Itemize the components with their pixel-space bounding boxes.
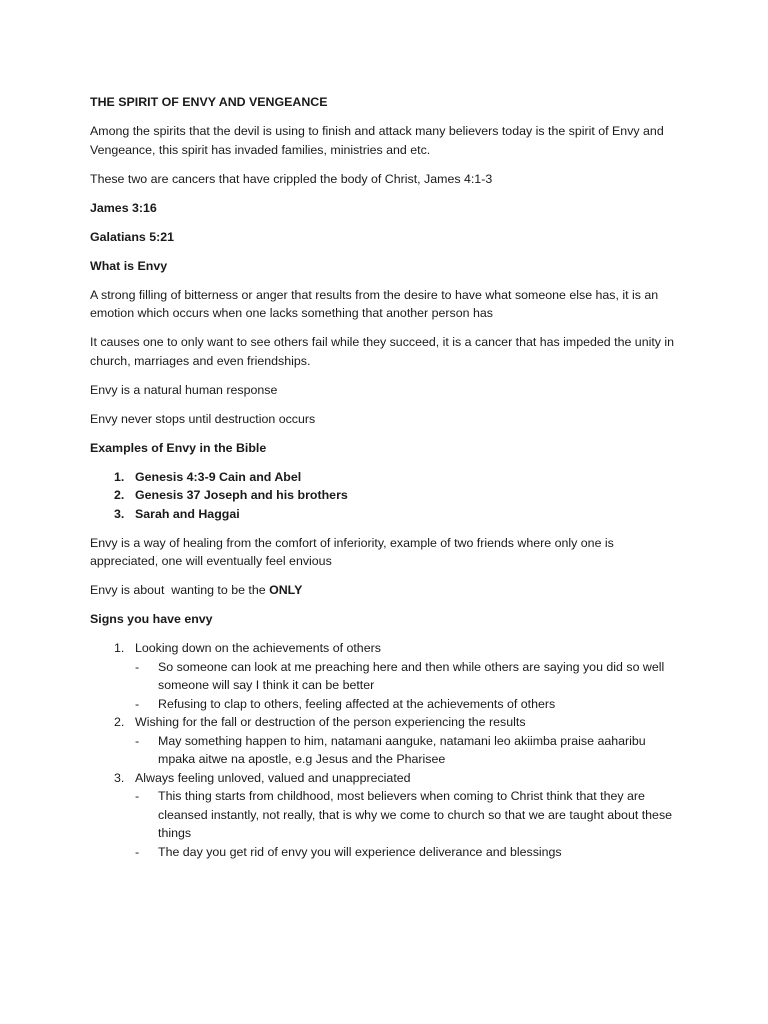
sub-item: [135, 732, 682, 769]
sign-text: Always feeling unloved, valued and unappreciated: [135, 770, 411, 785]
sign-text: Wishing for the fall or destruction of the person experiencing the results: [135, 715, 526, 729]
list-number: 3.: [114, 506, 125, 521]
signs-list: [90, 639, 682, 861]
document-title: THE SPIRIT OF ENVY AND VENGEANCE: [90, 95, 328, 109]
sub-item-text: Refusing to clap to others, feeling affected at the achievements of others: [158, 696, 556, 711]
example-item: [90, 468, 682, 487]
sign-sublist: [135, 787, 682, 861]
sub-item: [135, 695, 682, 714]
intro-paragraph: Among the spirits that the devil is using to finish and attack many believers today is the spirit of Envy and Vengeance, this spirit has invaded families, ministries and etc.: [90, 124, 664, 157]
example-text: Sarah and Haggai: [135, 506, 240, 521]
only-line: [90, 581, 682, 600]
sign-item: [90, 769, 682, 862]
definition-paragraph-1: A strong filling of bitterness or anger that results from the desire to have what someone else has, it is an emotion which occurs when one lacks something that another person has: [90, 287, 659, 320]
dash-bullet: -: [135, 789, 140, 803]
sub-item-text: The day you get rid of envy you will experience deliverance and blessings: [158, 844, 562, 859]
sub-item: [135, 787, 682, 843]
dash-bullet: -: [135, 733, 140, 748]
sub-item: [135, 658, 682, 695]
example-item: [90, 505, 682, 524]
list-number: 2.: [114, 488, 125, 502]
only-emphasis: ONLY: [269, 583, 303, 597]
sub-item-text: May something happen to him, natamani aanguke, natamani leo akiimba praise aaharibu mpaka aitwe na apostle, e.g Jesus and the Pharisee: [158, 733, 646, 766]
healing-paragraph: Envy is a way of healing from the comfort of inferiority, example of two friends where only one is appreciated, one will eventually feel envious: [90, 535, 614, 568]
sign-text: Looking down on the achievements of others: [135, 641, 381, 655]
definition-paragraph-2: It causes one to only want to see others fail while they succeed, it is a cancer that has impeded the unity in church, marriages and even friendships.: [90, 335, 675, 368]
sign-item: [90, 639, 682, 713]
list-number: 2.: [114, 715, 125, 729]
examples-heading: Examples of Envy in the Bible: [90, 440, 267, 455]
sub-item-text: This thing starts from childhood, most believers when coming to Christ think that they are cleansed instantly, not really, that is why we come to church so that we are taught about these things: [158, 789, 673, 840]
what-is-envy-heading: What is Envy: [90, 258, 168, 273]
dash-bullet: -: [135, 696, 140, 711]
only-prefix: Envy is about wanting to be the: [90, 583, 270, 597]
list-number: 1.: [114, 469, 125, 484]
sub-item: [135, 843, 682, 862]
reference-james: James 3:16: [90, 200, 157, 215]
sub-item-text: So someone can look at me preaching here and then while others are saying you did so well someone will say I think it can be better: [158, 659, 665, 692]
examples-list: [90, 468, 682, 524]
signs-heading: Signs you have envy: [90, 612, 213, 626]
list-number: 3.: [114, 770, 125, 785]
sign-item: [90, 713, 682, 769]
sign-sublist: [135, 658, 682, 714]
never-stops-line: Envy never stops until destruction occurs: [90, 411, 316, 426]
list-number: 1.: [114, 641, 125, 655]
reference-galatians: Galatians 5:21: [90, 229, 175, 244]
cancers-paragraph: These two are cancers that have crippled the body of Christ, James 4:1-3: [90, 171, 493, 186]
natural-response-line: Envy is a natural human response: [90, 382, 278, 397]
document-page: [90, 93, 682, 872]
example-item: [90, 486, 682, 505]
sign-sublist: [135, 732, 682, 769]
dash-bullet: -: [135, 844, 140, 859]
example-text: Genesis 37 Joseph and his brothers: [135, 488, 348, 502]
dash-bullet: -: [135, 659, 140, 674]
example-text: Genesis 4:3-9 Cain and Abel: [135, 469, 302, 484]
